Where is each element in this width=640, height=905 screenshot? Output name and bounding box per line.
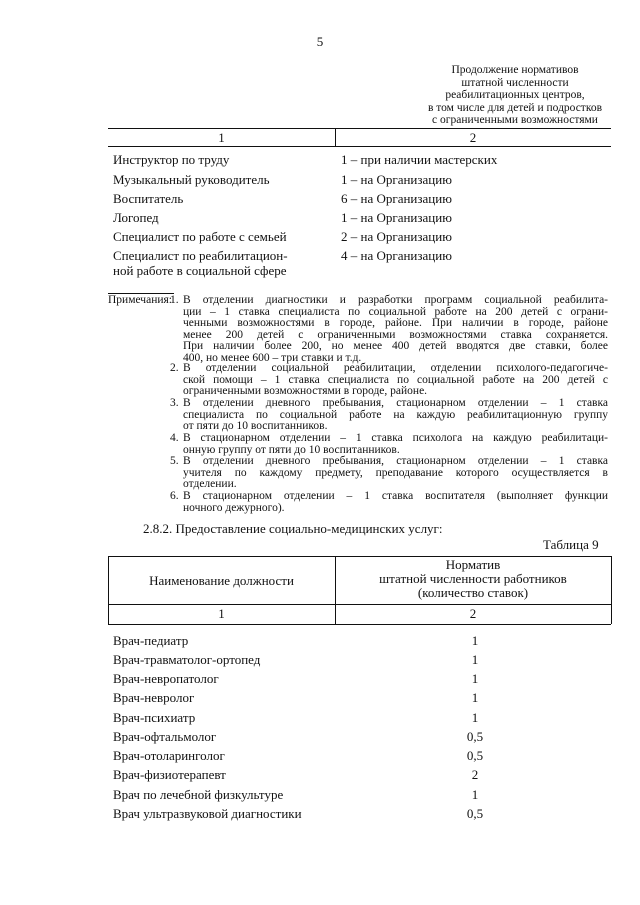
table9-header-norm bbox=[335, 558, 611, 600]
table9-header-divider bbox=[108, 604, 611, 605]
table9-top-border bbox=[108, 556, 611, 557]
note-item bbox=[170, 362, 608, 398]
table9-row-value: 1 bbox=[471, 710, 479, 725]
note-line: онную группу от пяти до 10 воспитанников. bbox=[183, 443, 400, 456]
note-line: ченными возможностями в городе, районе. При наличии в городе, районе bbox=[183, 317, 608, 329]
table9-header-bottom-border bbox=[108, 624, 611, 625]
note-line: ской помощи – 1 ставка специалиста по социальной работе на 200 детей с bbox=[183, 373, 608, 386]
note-line: ции – 1 ставка специалиста по социальной работе на 200 детей с ограни- bbox=[183, 305, 608, 318]
table1-row-name: ной работе в социальной сфере bbox=[113, 263, 287, 278]
table9-row-value: 1 bbox=[471, 787, 479, 802]
table9-row-value: 1 bbox=[471, 690, 479, 705]
table9-header-position: Наименование должности bbox=[149, 573, 294, 588]
note-number: 5. bbox=[170, 455, 179, 467]
table9-colnum-2: 2 bbox=[469, 606, 477, 621]
note-line: учителя по каждому предмету, преподавание которого осуществляется в bbox=[183, 466, 608, 479]
note-line: В стационарном отделении – 1 ставка воспитателя (выполняет функции bbox=[183, 490, 608, 502]
note-line: ограниченными возможностями в городе, районе. bbox=[183, 385, 428, 397]
note-line: В стационарном отделении – 1 ставка психолога на каждую реабилитаци- bbox=[183, 432, 608, 444]
note-number: 3. bbox=[170, 397, 179, 409]
notes-label: Примечания: bbox=[108, 294, 172, 306]
note-item bbox=[170, 397, 608, 433]
table9-row-name: Врач-физиотерапевт bbox=[113, 767, 226, 782]
table9-header-norm-line: Норматив bbox=[445, 557, 501, 572]
table1-bottom-border bbox=[108, 146, 611, 147]
note-item bbox=[170, 432, 608, 456]
continuation-header bbox=[390, 64, 640, 127]
table9-row-value: 1 bbox=[471, 652, 479, 667]
table9-header-norm-line: (количество ставок) bbox=[417, 585, 529, 600]
table9-row-value: 2 bbox=[471, 767, 479, 782]
table1-row-name: Музыкальный руководитель bbox=[113, 172, 270, 187]
table1-row-value: 1 – на Организацию bbox=[341, 172, 452, 187]
note-line: менее 200 детей с ограниченными возможностями ставка сохраняется. bbox=[183, 328, 608, 341]
note-line: ночного дежурного). bbox=[183, 501, 285, 514]
table9-colnum-1: 1 bbox=[218, 606, 225, 621]
table1-row-name: Специалист по работе с семьей bbox=[113, 229, 287, 244]
page-number: 5 bbox=[316, 34, 324, 49]
continuation-header-line: реабилитационных центров, bbox=[445, 89, 585, 101]
note-line: отделении. bbox=[183, 478, 237, 490]
table1-row-name: Инструктор по труду bbox=[113, 152, 230, 167]
note-line: В отделении дневного пребывания, стационарном отделении – 1 ставка bbox=[183, 397, 608, 409]
table9-row-name: Врач по лечебной физкультуре bbox=[113, 787, 284, 802]
table1-row-value: 4 – на Организацию bbox=[341, 248, 452, 263]
table9-row-name: Врач-педиатр bbox=[113, 633, 189, 648]
table1-colnum-2: 2 bbox=[469, 130, 477, 145]
table9-row-name: Врач-психиатр bbox=[113, 710, 196, 725]
note-number: 6. bbox=[170, 490, 179, 502]
table9-row-value: 0,5 bbox=[466, 748, 484, 763]
note-line: В отделении дневного пребывания, стационарном отделении – 1 ставка bbox=[183, 455, 608, 467]
table1-row-value: 6 – на Организацию bbox=[341, 191, 452, 206]
continuation-header-line: Продолжение нормативов bbox=[451, 64, 579, 76]
note-item bbox=[170, 294, 608, 364]
table9-right-border bbox=[611, 556, 612, 624]
note-line: При наличии более 200, но менее 400 детей вводятся две ставки, более bbox=[183, 340, 608, 352]
table9-row-name: Врач ультразвуковой диагностики bbox=[113, 806, 302, 821]
table1-top-border bbox=[108, 128, 611, 129]
continuation-header-line: в том числе для детей и подростков bbox=[427, 101, 603, 114]
note-number: 1. bbox=[170, 294, 179, 306]
table1-row-name: Воспитатель bbox=[113, 191, 184, 206]
table9-row-value: 0,5 bbox=[466, 729, 484, 744]
continuation-header-line: штатной численности bbox=[461, 76, 569, 89]
note-line: специалиста по социальной работе на каждую реабилитационную группу bbox=[183, 408, 608, 421]
note-line: В отделении социальной реабилитации, отделении психолого-педагогиче- bbox=[183, 362, 608, 374]
table1-row-name: Специалист по реабилитацион- bbox=[113, 248, 288, 263]
table9-row-value: 1 bbox=[471, 633, 479, 648]
table9-row-value: 0,5 bbox=[466, 806, 484, 821]
table1-colnum-1: 1 bbox=[218, 130, 225, 145]
table1-row-value: 1 – на Организацию bbox=[341, 210, 452, 225]
table1-row-name: Логопед bbox=[113, 210, 159, 225]
note-line: от пяти до 10 воспитанников. bbox=[183, 420, 328, 432]
table-label: Таблица 9 bbox=[543, 537, 599, 552]
table9-row-name: Врач-офтальмолог bbox=[113, 729, 217, 744]
table9-row-value: 1 bbox=[471, 671, 479, 686]
note-line: В отделении диагностики и разработки программ социальной реабилита- bbox=[183, 294, 608, 306]
note-item bbox=[170, 455, 608, 491]
table1-row-value: 2 – на Организацию bbox=[341, 229, 452, 244]
table1-row-value: 1 – при наличии мастерских bbox=[341, 152, 498, 167]
note-number: 4. bbox=[170, 432, 179, 444]
table9-row-name: Врач-невролог bbox=[113, 690, 195, 705]
table9-row-name: Врач-травматолог-ортопед bbox=[113, 652, 261, 667]
continuation-header-line: с ограниченными возможностями bbox=[432, 114, 598, 126]
note-number: 2. bbox=[170, 362, 179, 374]
note-line: 400, но менее 600 – три ставки и т.д. bbox=[183, 351, 362, 364]
table9-row-name: Врач-невропатолог bbox=[113, 671, 219, 686]
table9-row-name: Врач-отоларинголог bbox=[113, 748, 225, 763]
section-title: 2.8.2. Предоставление социально-медицинских услуг: bbox=[143, 521, 443, 536]
note-item bbox=[170, 490, 608, 514]
table9-header-norm-line: штатной численности работников bbox=[379, 571, 567, 586]
